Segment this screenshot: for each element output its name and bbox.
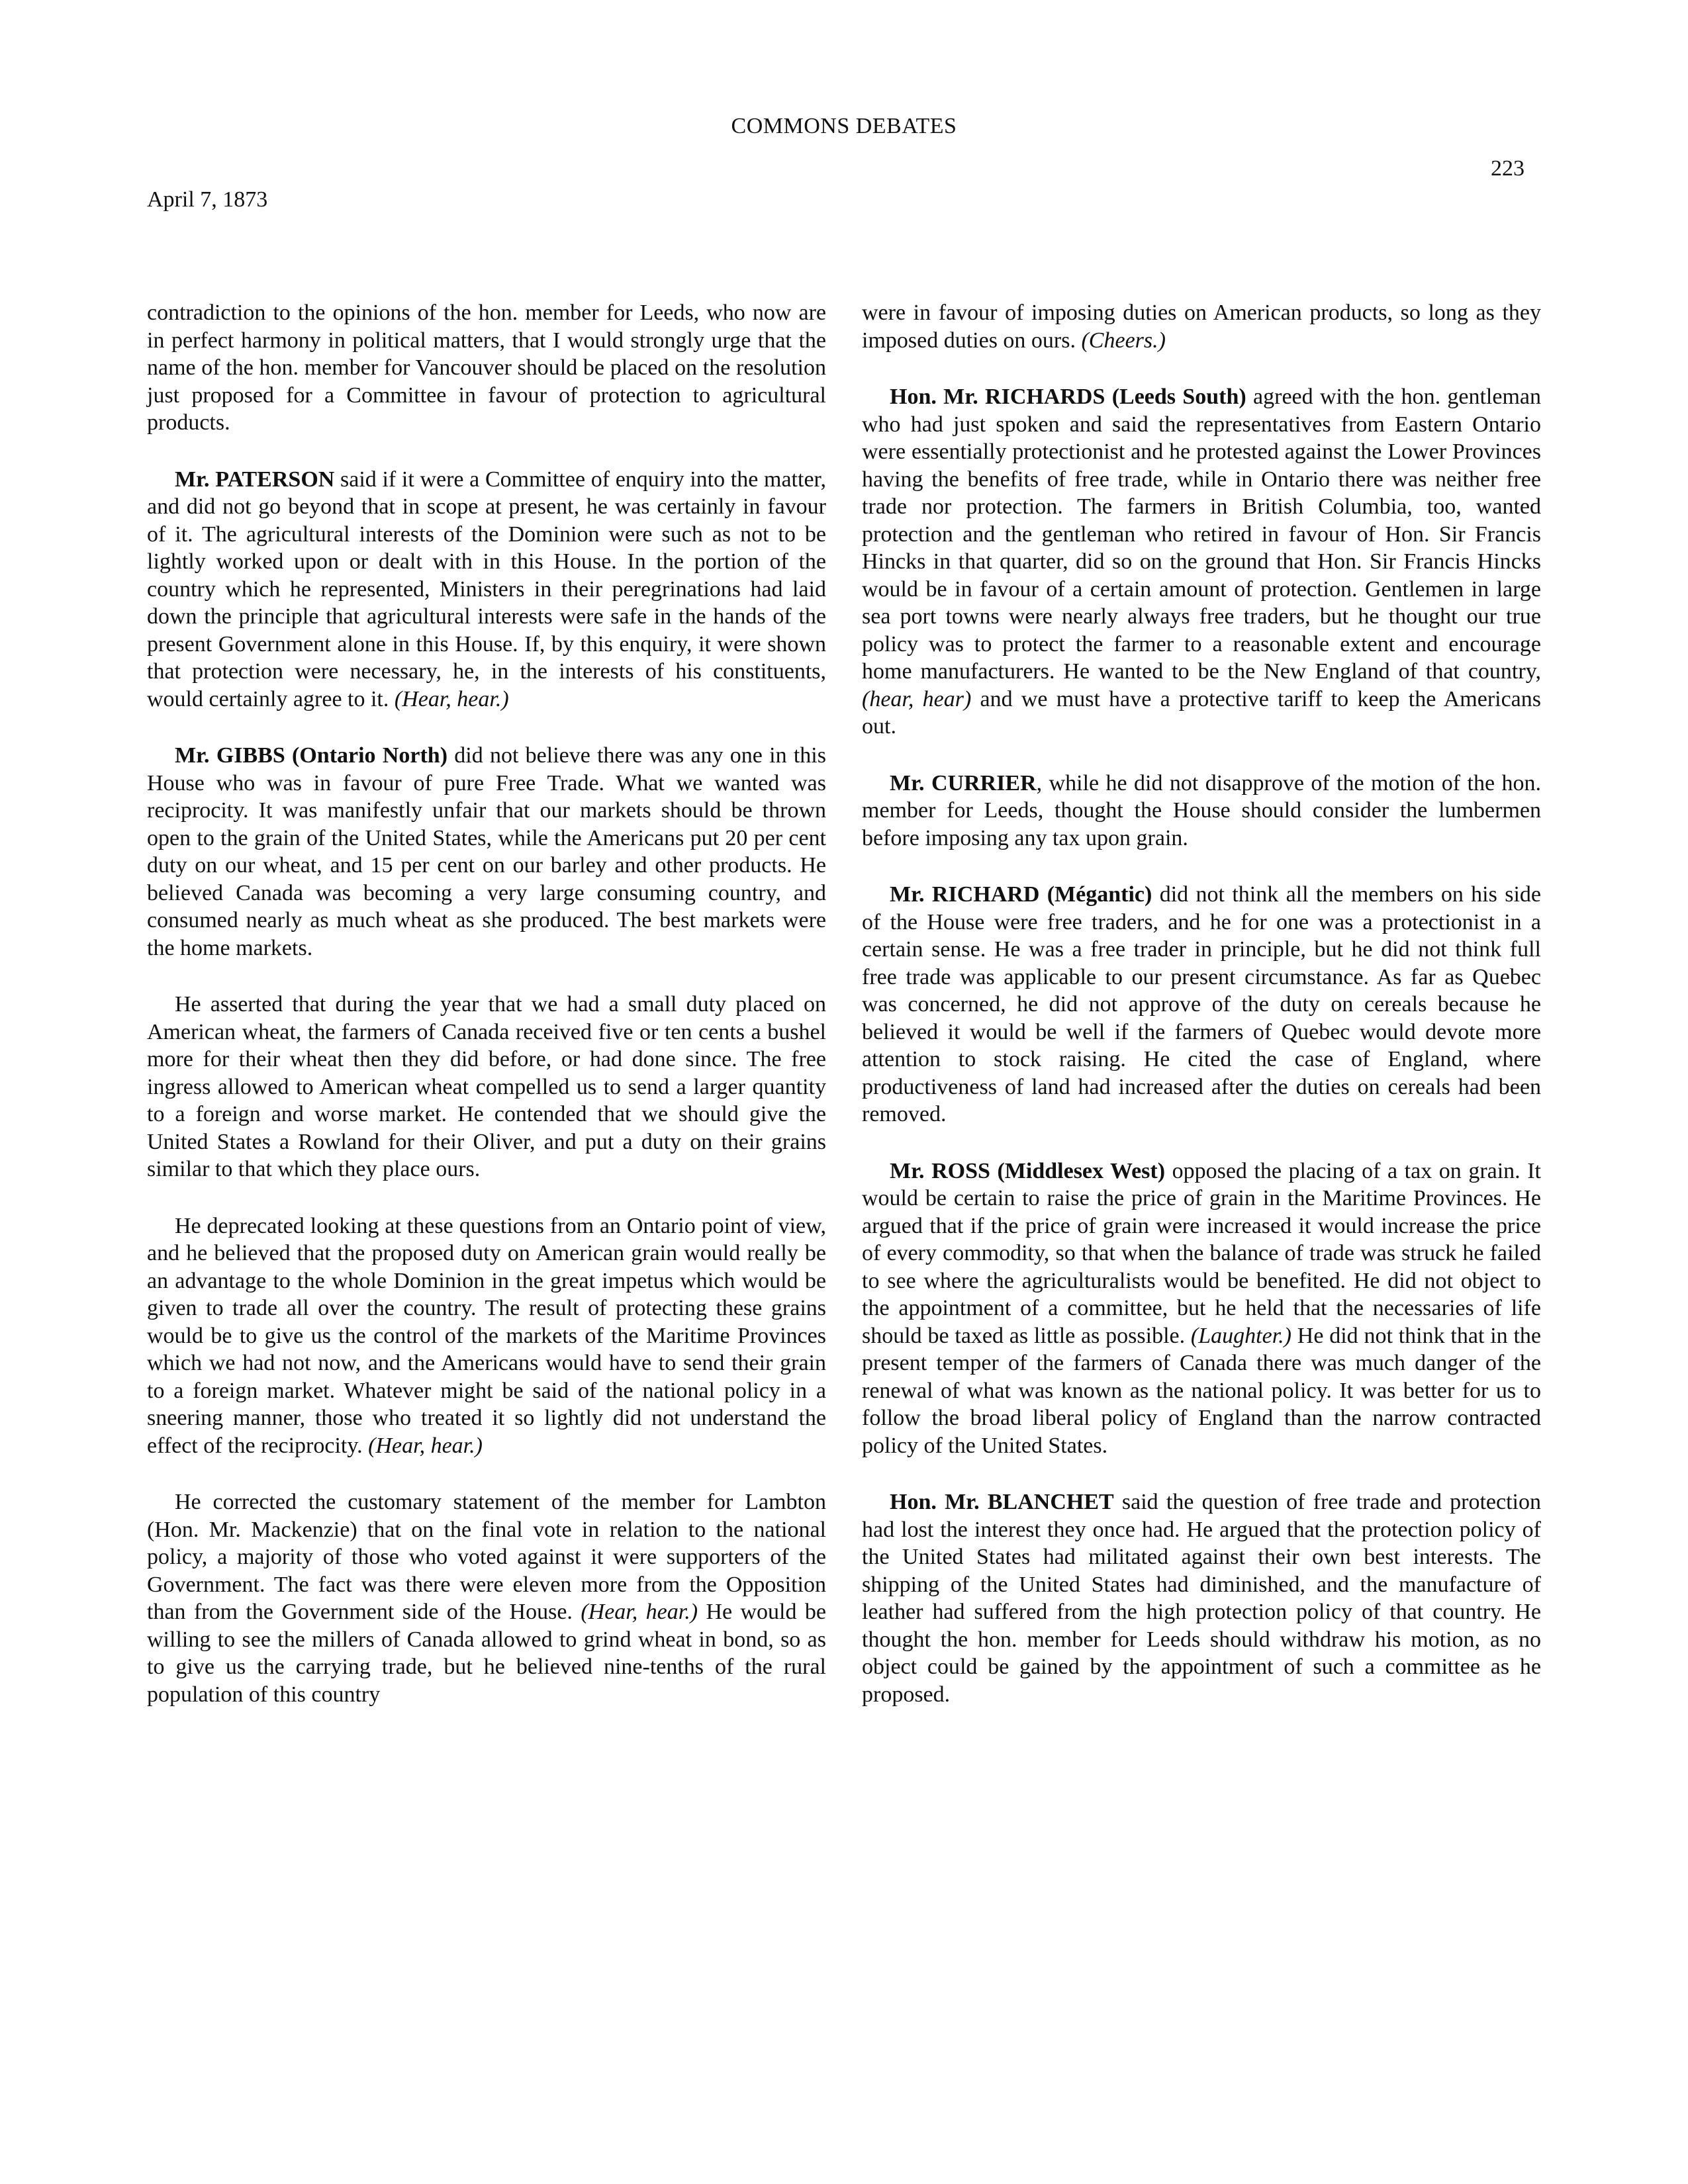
- paragraph: [147, 466, 826, 713]
- speaker-name: Mr. CURRIER: [890, 770, 1037, 796]
- paragraph-text: did not think all the members on his side of the House were free traders, and he for one was a protectionist in a certain sense. He was a free trader in principle, but he did not think full free trade was applicable to our present circumstance. As far as Quebec was concerned, he did not approve of the duty on cereals because he believed it would be well if the farmers of Quebec would devote more attention to stock raising. He cited the case of England, where productiveness of land had increased after the duties on cereals had been removed.: [862, 882, 1541, 1126]
- interjection: (Hear, hear.): [394, 686, 509, 711]
- paragraph-text: He corrected the customary statement of the member for Lambton (Hon. Mr. Mackenzie) that on the final vote in relation to the national policy, a majority of those who voted against it were supporters of the Government. The fact was there were eleven more from the Opposition than from the Government side of the House.: [147, 1490, 826, 1624]
- paragraph-text: said the question of free trade and protection had lost the interest they once had. He argued that the protection policy of the United States had militated against their own best interests. The shipping of the United States had diminished, and the manufacture of leather had suffered from the high protection policy of that country. He thought the hon. member for Leeds should withdraw his motion, as no object could be gained by the appointment of such a committee as he proposed.: [862, 1490, 1542, 1707]
- paragraph-text: , while he did not disapprove of the motion of the hon. member for Leeds, thought the House should consider the lumbermen before imposing any tax upon grain.: [862, 770, 1541, 850]
- paragraph: [862, 383, 1541, 741]
- page-number: 223: [1491, 156, 1524, 181]
- paragraph: [147, 742, 826, 962]
- page-header-title: COMMONS DEBATES: [731, 114, 957, 138]
- paragraph-text: He asserted that during the year that we had a small duty placed on American wheat, the farmers of Canada received five or ten cents a bushel more for their wheat then they did before, or had done since. The free ingress allowed to American wheat compelled us to send a larger quantity to a foreign and worse market. He contended that we should give the United States a Rowland for their Oliver, and put a duty on their grains similar to that which they place ours.: [147, 992, 826, 1181]
- paragraph: [862, 299, 1541, 354]
- paragraph-text: He did not think that in the present temper of the farmers of Canada there was much danger of the renewal of what was known as the national policy. It was better for us to follow the broad liberal policy of England than the narrow contracted policy of the United States.: [862, 1323, 1541, 1458]
- interjection: (Hear, hear.): [581, 1600, 698, 1624]
- paragraph: [862, 770, 1541, 852]
- right-column: [862, 299, 1541, 1737]
- interjection: (Cheers.): [1081, 328, 1166, 353]
- interjection: (Laughter.): [1190, 1323, 1291, 1348]
- speaker-name: Mr. RICHARD (Mégantic): [890, 882, 1152, 907]
- paragraph: [147, 299, 826, 437]
- paragraph-text: said if it were a Committee of enquiry into the matter, and did not go beyond that in scope at present, he was certainly in favour of it. The agricultural interests of the Dominion were such as not to be lightly worked upon or dealt with in this House. In the portion of the country which he represented, Ministers in their peregrinations had laid down the principle that agricultural interests were safe in the hands of the present Government alone in this House. If, by this enquiry, it were shown that protection were necessary, he, in the interests of his constituents, would certainly agree to it.: [147, 467, 826, 711]
- speaker-name: Mr. ROSS (Middlesex West): [890, 1158, 1166, 1183]
- page-date: April 7, 1873: [147, 187, 268, 212]
- interjection: (Hear, hear.): [368, 1433, 483, 1458]
- paragraph: [147, 1488, 826, 1708]
- paragraph-text: were in favour of imposing duties on American products, so long as they imposed duties on ours.: [862, 300, 1541, 353]
- speaker-name: Mr. GIBBS (Ontario North): [175, 743, 448, 768]
- paragraph-text: agreed with the hon. gentleman who had just spoken and said the representatives from Eastern Ontario were essentially protectionist and he protested against the Lower Provinces having the benefits of free trade, while in Ontario there was neither free trade nor protection. The farmers in British Columbia, too, wanted protection and the gentleman who retired in favour of Hon. Sir Francis Hincks in that quarter, did so on the ground that Hon. Sir Francis Hincks would be in favour of a certain amount of protection. Gentlemen in large sea port towns were nearly always free traders, but he thought our true policy was to protect the farmer to a reasonable extent and encourage home manufacturers. He wanted to be the New England of that country,: [862, 385, 1541, 684]
- interjection: (hear, hear): [862, 686, 972, 711]
- paragraph-text: and we must have a protective tariff to keep the Americans out.: [862, 686, 1541, 739]
- paragraph: [147, 991, 826, 1183]
- left-column: [147, 299, 826, 1737]
- speaker-name: Hon. Mr. BLANCHET: [890, 1490, 1114, 1514]
- paragraph-text: contradiction to the opinions of the hon. member for Leeds, who now are in perfect harmony in political matters, that I would strongly urge that the name of the hon. member for Vancouver should be placed on the resolution just proposed for a Committee in favour of protection to agricultural products.: [147, 300, 826, 435]
- speaker-name: Mr. PATERSON: [175, 467, 335, 492]
- paragraph-text: He deprecated looking at these questions from an Ontario point of view, and he believed that the proposed duty on American grain would really be an advantage to the whole Dominion in the great impetus which would be given to trade all over the country. The result of protecting these grains would be to give us the control of the markets of the Maritime Provinces which we had not now, and the Americans would have to send their grain to a foreign market. Whatever might be said of the national policy in a sneering manner, those who treated it so lightly did not understand the effect of the reciprocity.: [147, 1213, 826, 1458]
- paragraph-text: He would be willing to see the millers of Canada allowed to grind wheat in bond, so as to give us the carrying trade, but he believed nine-tenths of the rural population of this country: [147, 1600, 826, 1707]
- speaker-name: Hon. Mr. RICHARDS (Leeds South): [890, 385, 1246, 409]
- paragraph: [147, 1212, 826, 1460]
- paragraph: [862, 881, 1541, 1128]
- paragraph: [862, 1158, 1541, 1460]
- paragraph-text: opposed the placing of a tax on grain. It would be certain to raise the price of grain in the Maritime Provinces. He argued that if the price of grain were increased it would increase the price of every commodity, so that when the balance of trade was struck he failed to see where the agriculturalists would be benefited. He did not object to the appointment of a committee, but he held that the necessaries of life should be taxed as little as possible.: [862, 1158, 1541, 1348]
- paragraph-text: did not believe there was any one in this House who was in favour of pure Free Trade. What we wanted was reciprocity. It was manifestly unfair that our markets should be thrown open to the grain of the United States, while the Americans put 20 per cent duty on our wheat, and 15 per cent on our barley and other products. He believed Canada was becoming a very large consuming country, and consumed nearly as much wheat as she produced. The best markets were the home markets.: [147, 743, 826, 960]
- paragraph: [862, 1488, 1541, 1708]
